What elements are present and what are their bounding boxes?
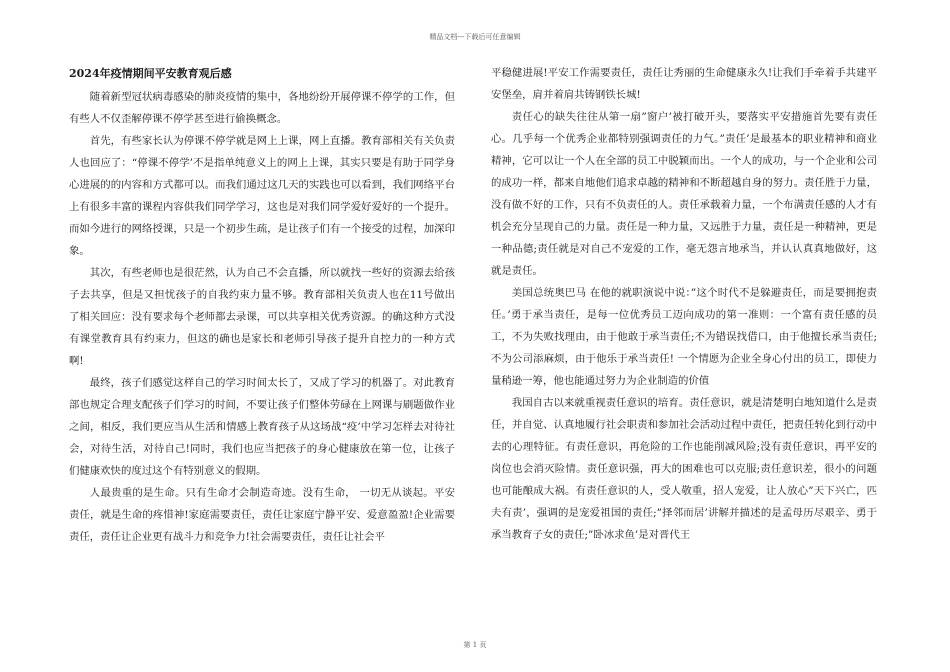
paragraph: 美国总统奥巴马 在他的就职演说中说：”这个时代不是躲避责任，而是要拥抱责任。’勇于承当责任，是每一位优秀员工迈向成功的第一准则：一个富有责任感的员工，不为失败找理由，由于他敢于承当责任;不为错误找借口，由于他擅长承当责任;不为公司添麻烦，由于他乐于承当责任! 一个情愿为企业全身心付出的员工，即使力量稍逊一筹，他也能通过努力为企业制造的价值 [491,287,877,387]
page-header: 精品文档---下载后可任意编辑 [429,33,521,41]
paragraph: 责任心的缺失往往从第一扇”窗户’被打破开头，要落实平安措施首先要有责任心。几乎每一个优秀企业都特别强调责任的力气。”责任’是最基本的职业精神和商业精神，它可以让一个人在全部的员工中脱颖而出。一个人的成功，与一个企业和公司的成功一样，都来自地他们追求卓越的精神和不断超越自身的努力。责任胜于力量，没有做不好的工作，只有不负责任的人。责任承载着力量，一个布满责任感的人才有机会充分呈现自己的力量。责任是一种力量，又远胜于力量，责任是一种精神，更是一种品德;责任就是对自己不宠爱的工作，毫无怨言地承当，并认认真真地做好，这就是责任。 [491,111,877,277]
paragraph: 人最贵重的是生命。只有生命才会制造奇迹。没有生命， 一切无从谈起。平安责任，就是生命的疼惜神!家庭需要责任，责任让家庭宁静平安、爱意盈盈!企业需要责任，责任让企业更有战斗力和竞争力!社会需要责任，责任让社会平 [69,487,455,543]
right-column [491,62,877,618]
paragraph: 首先，有些家长认为停课不停学就是网上上课，网上直播。教育部相关有关负责人也回应了：“停课不停学’不是指单纯意义上的网上上课，其实只要是有助于同学身心进展的的内容和方式都可以。而我们通过这几天的实践也可以看到，我们网络平台上有很多丰富的课程内容供我们同学学习，这也是对我们同学爱好爱好的一个提升。而如今进行的网络授课，只是一个初步生疏，是让孩子们有一个接受的过程，加深印象。 [69,135,455,257]
paragraph: 我国自古以来就重视责任意识的培育。责任意识，就是清楚明白地知道什么是责任，并自觉、认真地履行社会职责和参加社会活动过程中责任，把责任转化到行动中去的心理特征。有责任意识，再危险的工作也能削减风险;没有责任意识，再平安的岗位也会消灭险情。责任意识强，再大的困难也可以克服;责任意识差，很小的问题也可能酿成大祸。有责任意识的人，受人敬重，招人宠爱，让人放心”天下兴亡，匹夫有责’，强调的是宠爱祖国的责任;”择邻而居’讲解并描述的是孟母历尽艰辛、勇于承当教育子女的责任;”卧冰求鱼’是对晋代王 [491,397,877,541]
paragraph: 随着新型冠状病毒感染的肺炎疫情的集中，各地纷纷开展停课不停学的工作，但有些人不仅歪解停课不停学甚至进行偷换概念。 [69,91,455,125]
page-number: 第 1 页 [463,641,487,649]
document-title: 2024年疫情期间平安教育观后感 [69,67,232,80]
paragraph-continued: 平稳健进展!平安工作需要责任，责任让秀丽的生命健康永久!让我们手牵着手共建平安堡垒，肩并着肩共铸钢铁长城! [491,67,877,101]
paragraph: 其次，有些老师也是很茫然，认为自己不会直播，所以就找一些好的资源去给孩子去共享，但是又担忧孩子的自我约束力量不够。教育部相关负责人也在11号做出了相关回应：没有要求每个老师都去录课，可以共享相关优秀资源。的确这种方式没有课堂教育具有约束力，但这的确也是家长和老师引导孩子提升自控力的一种方式啊! [69,267,455,367]
paragraph: 最终，孩子们感觉这样自己的学习时间太长了，又成了学习的机器了。对此教育部也规定合理支配孩子们学习的时间，不要让孩子们整体劳碌在上网课与刷题做作业之间，相反，我们更应当从生活和情感上教育孩子从这场战“疫’中学习怎样去对待社会，对待生活，对待自己!同时，我们也应当把孩子的身心健康放在第一位，让孩子们健康欢快的度过这个有特别意义的假期。 [69,377,455,477]
left-column [69,62,455,618]
